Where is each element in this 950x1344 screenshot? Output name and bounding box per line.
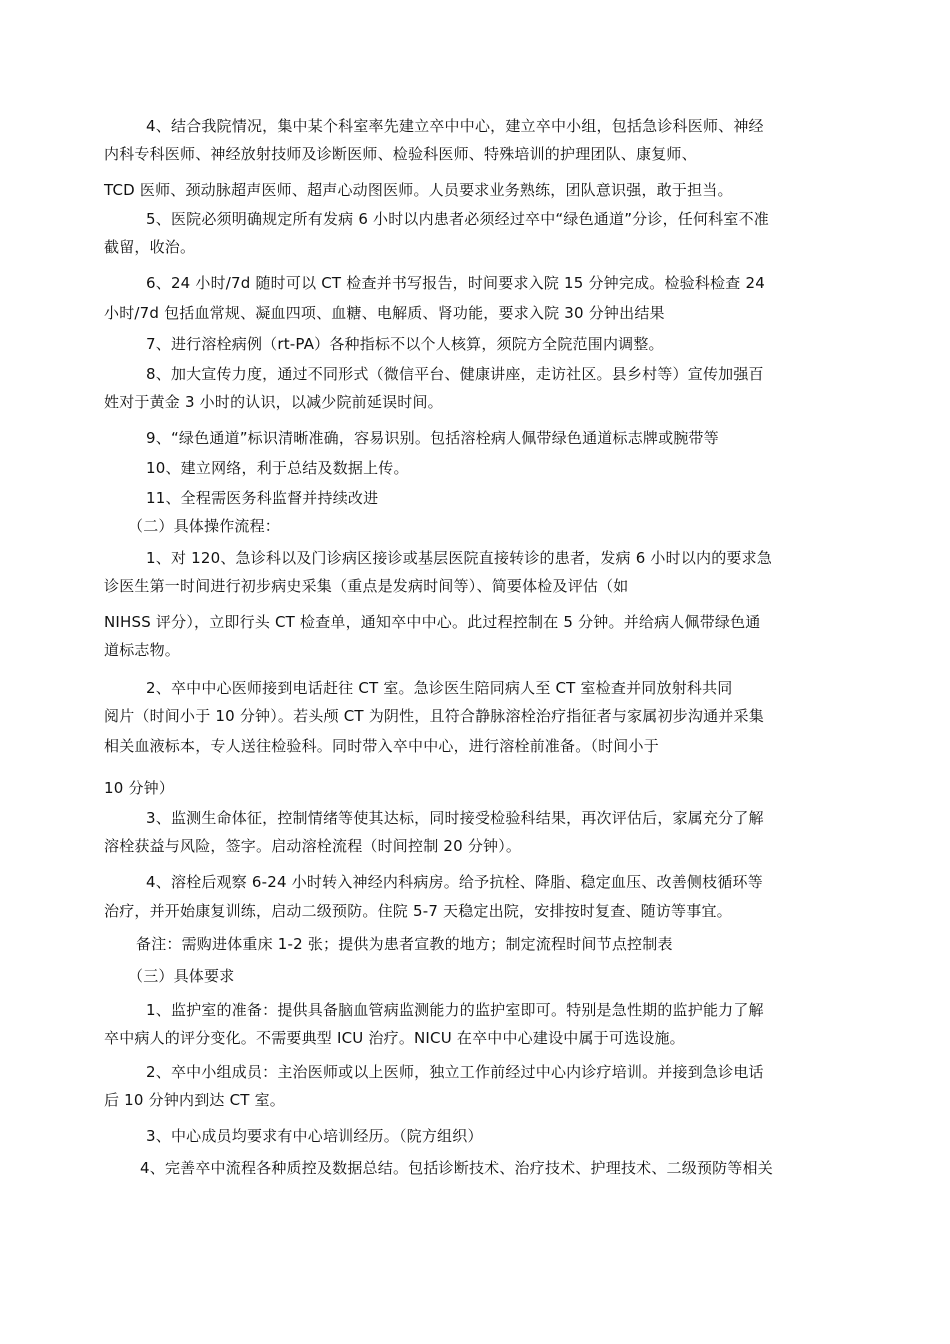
text-line: 后 10 分钟内到达 CT 室。 — [104, 1091, 285, 1109]
text-line: 2、卒中中心医师接到电话赶往 CT 室。急诊医生陪同病人至 CT 室检查并同放射科共同 — [146, 679, 733, 697]
text-line: 4、溶栓后观察 6-24 小时转入神经内科病房。给予抗栓、降脂、稳定血压、改善侧枝循环等 — [146, 873, 763, 891]
text-line: 1、监护室的准备：提供具备脑血管病监测能力的监护室即可。特别是急性期的监护能力了解 — [146, 1001, 764, 1019]
section-heading: （二）具体操作流程： — [128, 517, 281, 535]
note-line: 备注：需购进体重床 1-2 张；提供为患者宣教的地方；制定流程时间节点控制表 — [136, 935, 673, 953]
text-line: 7、进行溶栓病例（rt-PA）各种指标不以个人核算，须院方全院范围内调整。 — [146, 335, 664, 353]
text-line: 10 分钟） — [104, 779, 175, 797]
text-line: 4、完善卒中流程各种质控及数据总结。包括诊断技术、治疗技术、护理技术、二级预防等相关 — [140, 1159, 773, 1177]
text-line: 截留，收治。 — [104, 238, 196, 256]
text-line: TCD 医师、颈动脉超声医师、超声心动图医师。人员要求业务熟练，团队意识强，敢于担当。 — [104, 181, 733, 199]
text-line: 9、“绿色通道”标识清晰准确，容易识别。包括溶栓病人佩带绿色通道标志牌或腕带等 — [146, 429, 719, 447]
text-line: 6、24 小时/7d 随时可以 CT 检查并书写报告，时间要求入院 15 分钟完成。检验科检查 24 — [146, 274, 765, 292]
text-line: 1、对 120、急诊科以及门诊病区接诊或基层医院直接转诊的患者，发病 6 小时以内的要求急 — [146, 549, 773, 567]
text-line: 治疗，并开始康复训练，启动二级预防。住院 5-7 天稳定出院，安排按时复查、随访等事宜。 — [104, 902, 732, 920]
text-line: 阅片（时间小于 10 分钟）。若头颅 CT 为阴性，且符合静脉溶栓治疗指征者与家属初步沟通并采集 — [104, 707, 764, 725]
text-line: 2、卒中小组成员：主治医师或以上医师，独立工作前经过中心内诊疗培训。并接到急诊电话 — [146, 1063, 764, 1081]
text-line: 诊医生第一时间进行初步病史采集（重点是发病时间等）、简要体检及评估（如 — [104, 577, 629, 595]
text-line: 3、中心成员均要求有中心培训经历。（院方组织） — [146, 1127, 483, 1145]
text-line: 8、加大宣传力度，通过不同形式（微信平台、健康讲座，走访社区。县乡村等）宣传加强百 — [146, 365, 764, 383]
section-heading: （三）具体要求 — [128, 967, 235, 985]
text-line: 3、监测生命体征，控制情绪等使其达标，同时接受检验科结果，再次评估后，家属充分了解 — [146, 809, 764, 827]
text-line: 10、建立网络，利于总结及数据上传。 — [146, 459, 409, 477]
text-line: 小时/7d 包括血常规、凝血四项、血糖、电解质、肾功能，要求入院 30 分钟出结果 — [104, 304, 665, 322]
text-line: 溶栓获益与风险，签字。启动溶栓流程（时间控制 20 分钟）。 — [104, 837, 522, 855]
text-line: 5、医院必须明确规定所有发病 6 小时以内患者必须经过卒中“绿色通道”分诊，任何科室不准 — [146, 210, 769, 228]
text-line: 道标志物。 — [104, 641, 181, 659]
text-line: NIHSS 评分），立即行头 CT 检查单，通知卒中中心。此过程控制在 5 分钟。并给病人佩带绿色通 — [104, 613, 761, 631]
text-line: 11、全程需医务科监督并持续改进 — [146, 489, 379, 507]
text-line: 相关血液标本，专人送往检验科。同时带入卒中中心，进行溶栓前准备。（时间小于 — [104, 737, 659, 755]
text-line: 卒中病人的评分变化。不需要典型 ICU 治疗。NICU 在卒中中心建设中属于可选设施。 — [104, 1029, 685, 1047]
text-line: 内科专科医师、神经放射技师及诊断医师、检验科医师、特殊培训的护理团队、康复师、 — [104, 145, 697, 163]
text-line: 4、结合我院情况，集中某个科室率先建立卒中中心，建立卒中小组，包括急诊科医师、神经 — [146, 117, 764, 135]
text-line: 姓对于黄金 3 小时的认识，以减少院前延误时间。 — [104, 393, 443, 411]
